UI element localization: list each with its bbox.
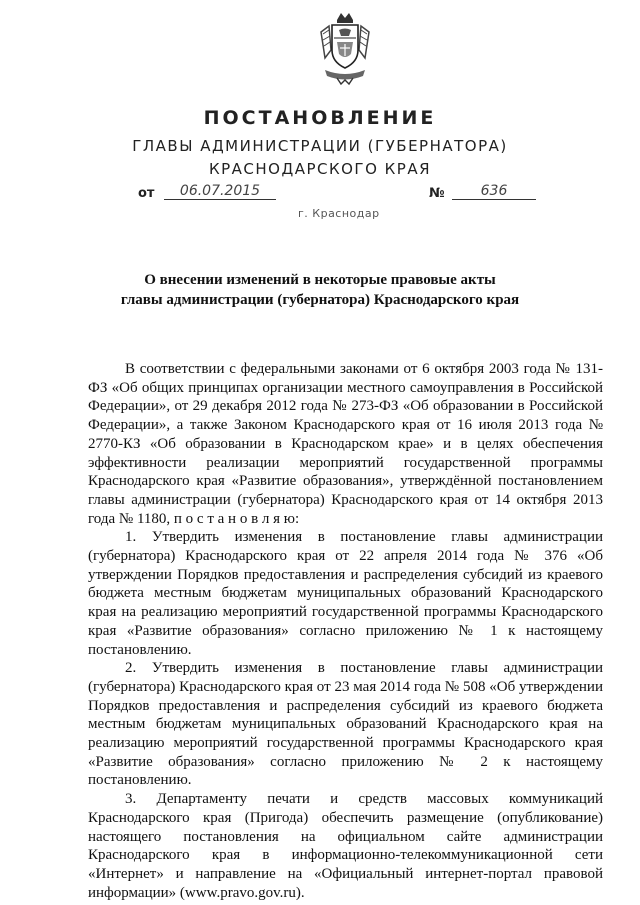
item-2-paragraph: 2. Утвердить изменения в постановление главы администрации (губернатора) Краснодарского края от 23 мая 2014 года № 508 «Об утверждении Порядков предоставления и распределения субсидий из краевого бюджета местным бюджетам муниципальных образований Краснодарского края на реализацию мероприятий государственной программы Краснодарского края «Развитие образования» согласно приложению № 2 к настоящему постановлению. [88,660,603,789]
document-body [88,360,603,902]
issuer-line-1: ГЛАВЫ АДМИНИСТРАЦИИ (ГУБЕРНАТОРА) [132,137,508,155]
coat-of-arms-icon [315,10,375,90]
date-handwritten: 06.07.2015 [164,183,276,200]
document-title: ПОСТАНОВЛЕНИЕ [203,107,437,129]
item-1-paragraph: 1. Утвердить изменения в постановление главы администрации (губернатора) Краснодарского края от 22 апреля 2014 года № 376 «Об утверждении Порядков предоставления и распределения субсидий из краевого бюджета местным бюджетам муниципальных образований Краснодарского края на реализацию мероприятий государственной программы Краснодарского края «Развитие образования» согласно приложению № 1 к настоящему постановлению. [88,529,603,658]
date-number-row [0,183,640,209]
subject-line-1: О внесении изменений в некоторые правовые акты [144,272,496,288]
subject-line-2: главы администрации (губернатора) Краснодарского края [120,292,520,308]
city-label: г. Краснодар [298,207,380,220]
number-handwritten: 636 [452,183,536,200]
subject-heading [0,270,640,310]
item-3-paragraph: 3. Департаменту печати и средств массовых коммуникаций Краснодарского края (Пригода) обеспечить размещение (опубликование) настоящего постановления на официальном сайте администрации Краснодарского края в информационно-телекоммуникационной сети «Интернет» и направление на «Официальный интернет-портал правовой информации» (www.pravo.gov.ru). [88,791,603,901]
number-label: № [429,186,445,201]
preamble-paragraph: В соответствии с федеральными законами от 6 октября 2003 года № 131-ФЗ «Об общих принципах организации местного самоуправления в Российской Федерации», от 29 декабря 2012 года № 273-ФЗ «Об образовании в Российской Федерации», а также Законом Краснодарского края от 16 июля 2013 года № 2770-КЗ «Об образовании в Краснодарском крае» и в целях обеспечения эффективности реализации мероприятий государственной программы Краснодарского края «Развитие образования», утверждённой постановлением главы администрации (губернатора) Краснодарского края от 14 октября 2013 года № 1180, п о с т а н о в л я ю: [88,361,603,527]
date-label: от [138,186,155,201]
issuer-line-2: КРАСНОДАРСКОГО КРАЯ [208,160,432,178]
